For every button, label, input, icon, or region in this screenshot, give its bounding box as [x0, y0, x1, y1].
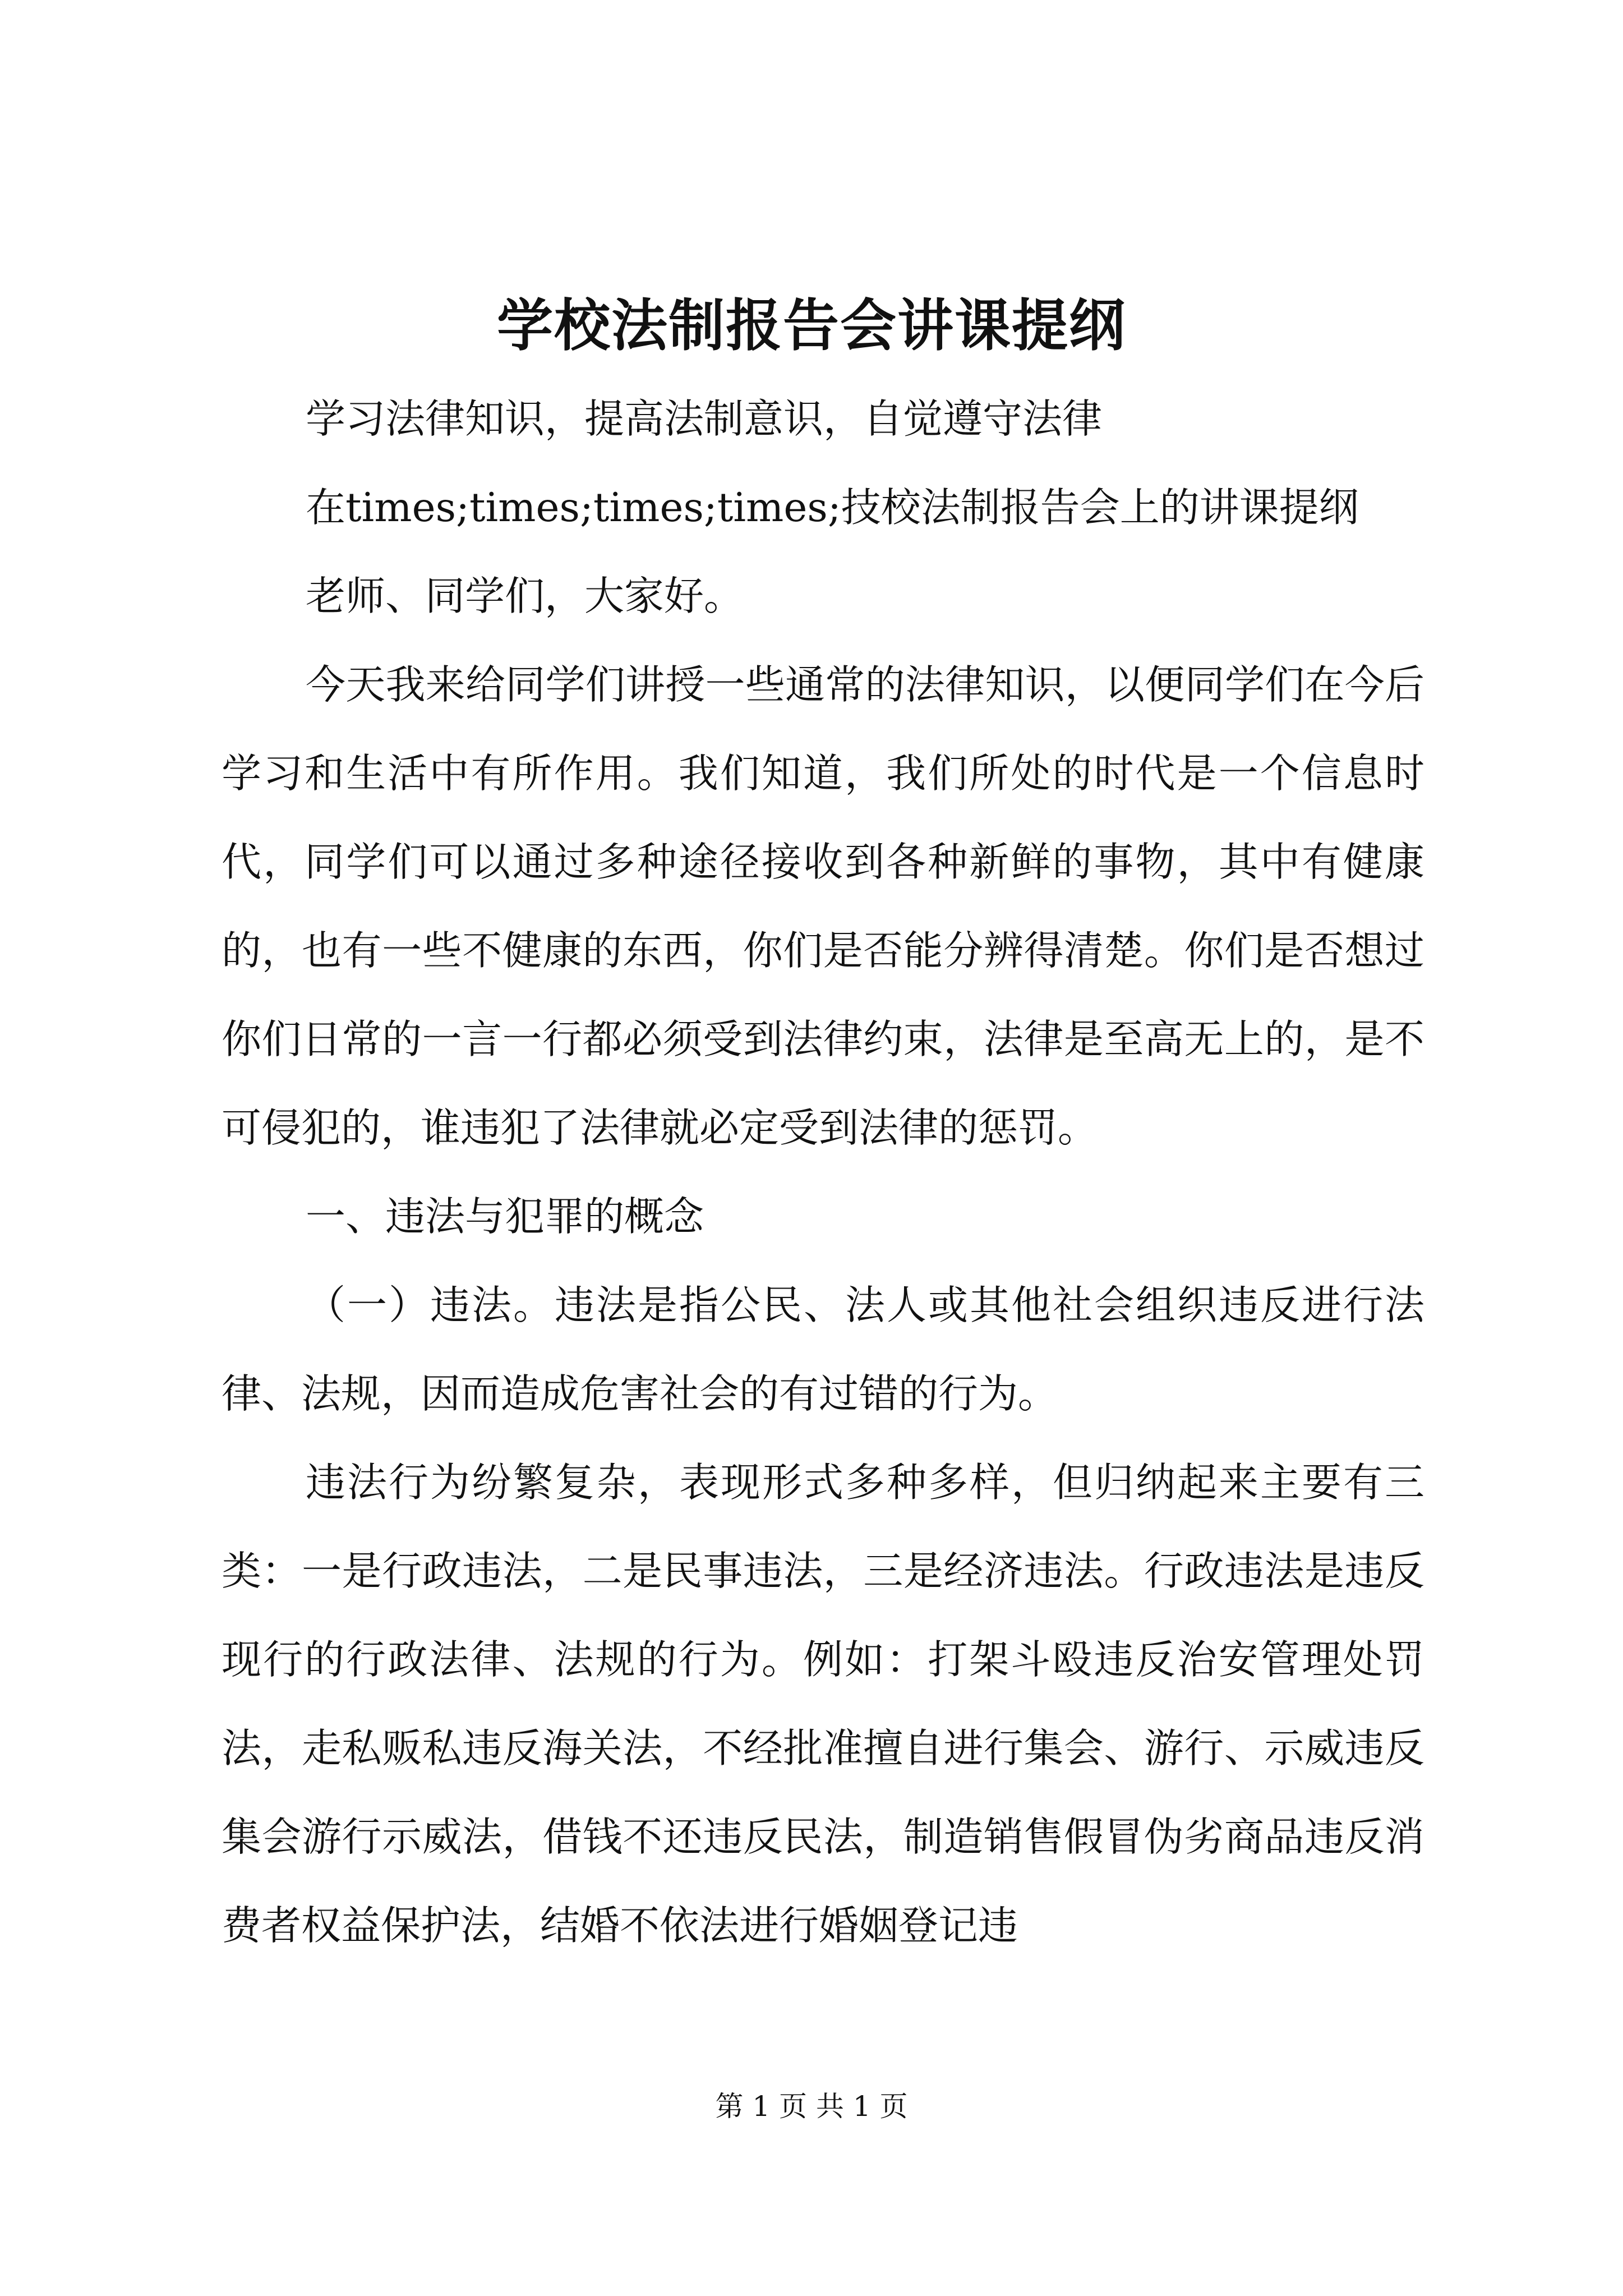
definition-paragraph: （一）违法。违法是指公民、法人或其他社会组织违反进行法律、法规，因而造成危害社会的有过错的行为。 — [222, 1282, 1424, 1417]
intro-paragraph: 今天我来给同学们讲授一些通常的法律知识，以便同学们在今后学习和生活中有所作用。我们知道，我们所处的时代是一个信息时代，同学们可以通过多种途径接收到各种新鲜的事物，其中有健康的，也有一些不健康的东西，你们是否能分辨得清楚。你们是否想过你们日常的一言一行都必须受到法律约束，法律是至高无上的，是不可侵犯的，谁违犯了法律就必定受到法律的惩罚。 — [222, 661, 1424, 1151]
section-heading: 一、违法与犯罪的概念 — [306, 1193, 704, 1240]
document-body — [222, 375, 1424, 1970]
greeting-paragraph: 老师、同学们，大家好。 — [306, 573, 744, 619]
document-title: 学校法制报告会讲课提纲 — [497, 292, 1126, 358]
subtitle-paragraph: 学习法律知识，提高法制意识，自觉遵守法律 — [306, 395, 1103, 442]
page-footer: 第 1 页 共 1 页 — [715, 2090, 908, 2123]
occasion-paragraph: 在times;times;times;times;技校法制报告会上的讲课提纲 — [306, 484, 1359, 531]
categories-paragraph: 违法行为纷繁复杂，表现形式多种多样，但归纳起来主要有三类：一是行政违法，二是民事违法，三是经济违法。行政违法是违反现行的行政法律、法规的行为。例如：打架斗殴违反治安管理处罚法，走私贩私违反海关法，不经批准擅自进行集会、游行、示威违反集会游行示威法，借钱不还违反民法，制造销售假冒伪劣商品违反消费者权益保护法，结婚不依法进行婚姻登记违 — [222, 1459, 1424, 1949]
